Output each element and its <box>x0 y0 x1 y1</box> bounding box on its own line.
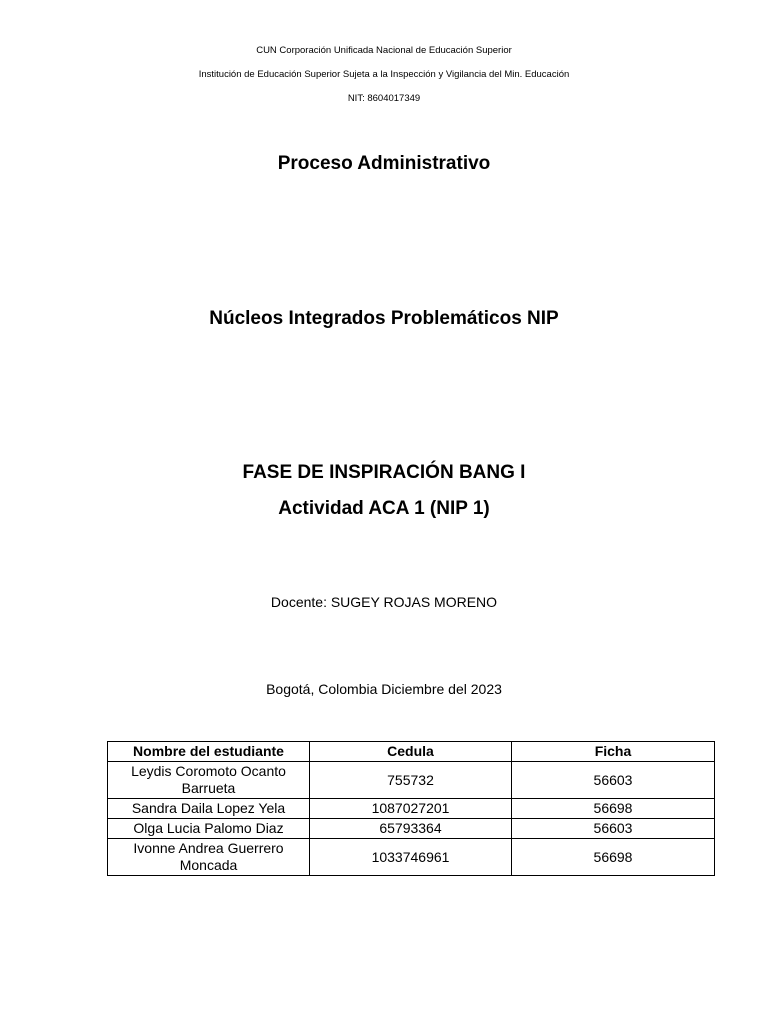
institution-name: CUN Corporación Unificada Nacional de Educación Superior <box>256 45 512 56</box>
table-row <box>108 819 715 839</box>
ficha-cell: 56603 <box>512 819 715 839</box>
place-date: Bogotá, Colombia Diciembre del 2023 <box>266 681 502 697</box>
activity-title: Actividad ACA 1 (NIP 1) <box>278 498 490 519</box>
header-student-name: Nombre del estudiante <box>108 742 310 762</box>
supervision-note: Institución de Educación Superior Sujeta a la Inspección y Vigilancia del Min. Educación <box>198 69 570 80</box>
student-name-cell: Ivonne Andrea Guerrero Moncada <box>108 839 310 876</box>
ficha-cell: 56603 <box>512 762 715 799</box>
nit-number: NIT: 8604017349 <box>347 93 421 104</box>
course-title: Proceso Administrativo <box>277 153 491 174</box>
student-name-cell: Leydis Coromoto Ocanto Barrueta <box>108 762 310 799</box>
cedula-cell: 1087027201 <box>310 799 512 819</box>
table-row <box>108 762 715 799</box>
student-name-cell: Olga Lucia Palomo Diaz <box>108 819 310 839</box>
phase-title: FASE DE INSPIRACIÓN BANG I <box>242 462 526 483</box>
students-table <box>107 741 715 876</box>
cedula-cell: 755732 <box>310 762 512 799</box>
table-header-row <box>108 742 715 762</box>
nucleus-title: Núcleos Integrados Problemáticos NIP <box>209 308 559 329</box>
table-row <box>108 839 715 876</box>
table-row <box>108 799 715 819</box>
cedula-cell: 65793364 <box>310 819 512 839</box>
header-cedula: Cedula <box>310 742 512 762</box>
student-name-cell: Sandra Daila Lopez Yela <box>108 799 310 819</box>
ficha-cell: 56698 <box>512 839 715 876</box>
cedula-cell: 1033746961 <box>310 839 512 876</box>
header-ficha: Ficha <box>512 742 715 762</box>
ficha-cell: 56698 <box>512 799 715 819</box>
teacher-name: Docente: SUGEY ROJAS MORENO <box>270 594 498 610</box>
